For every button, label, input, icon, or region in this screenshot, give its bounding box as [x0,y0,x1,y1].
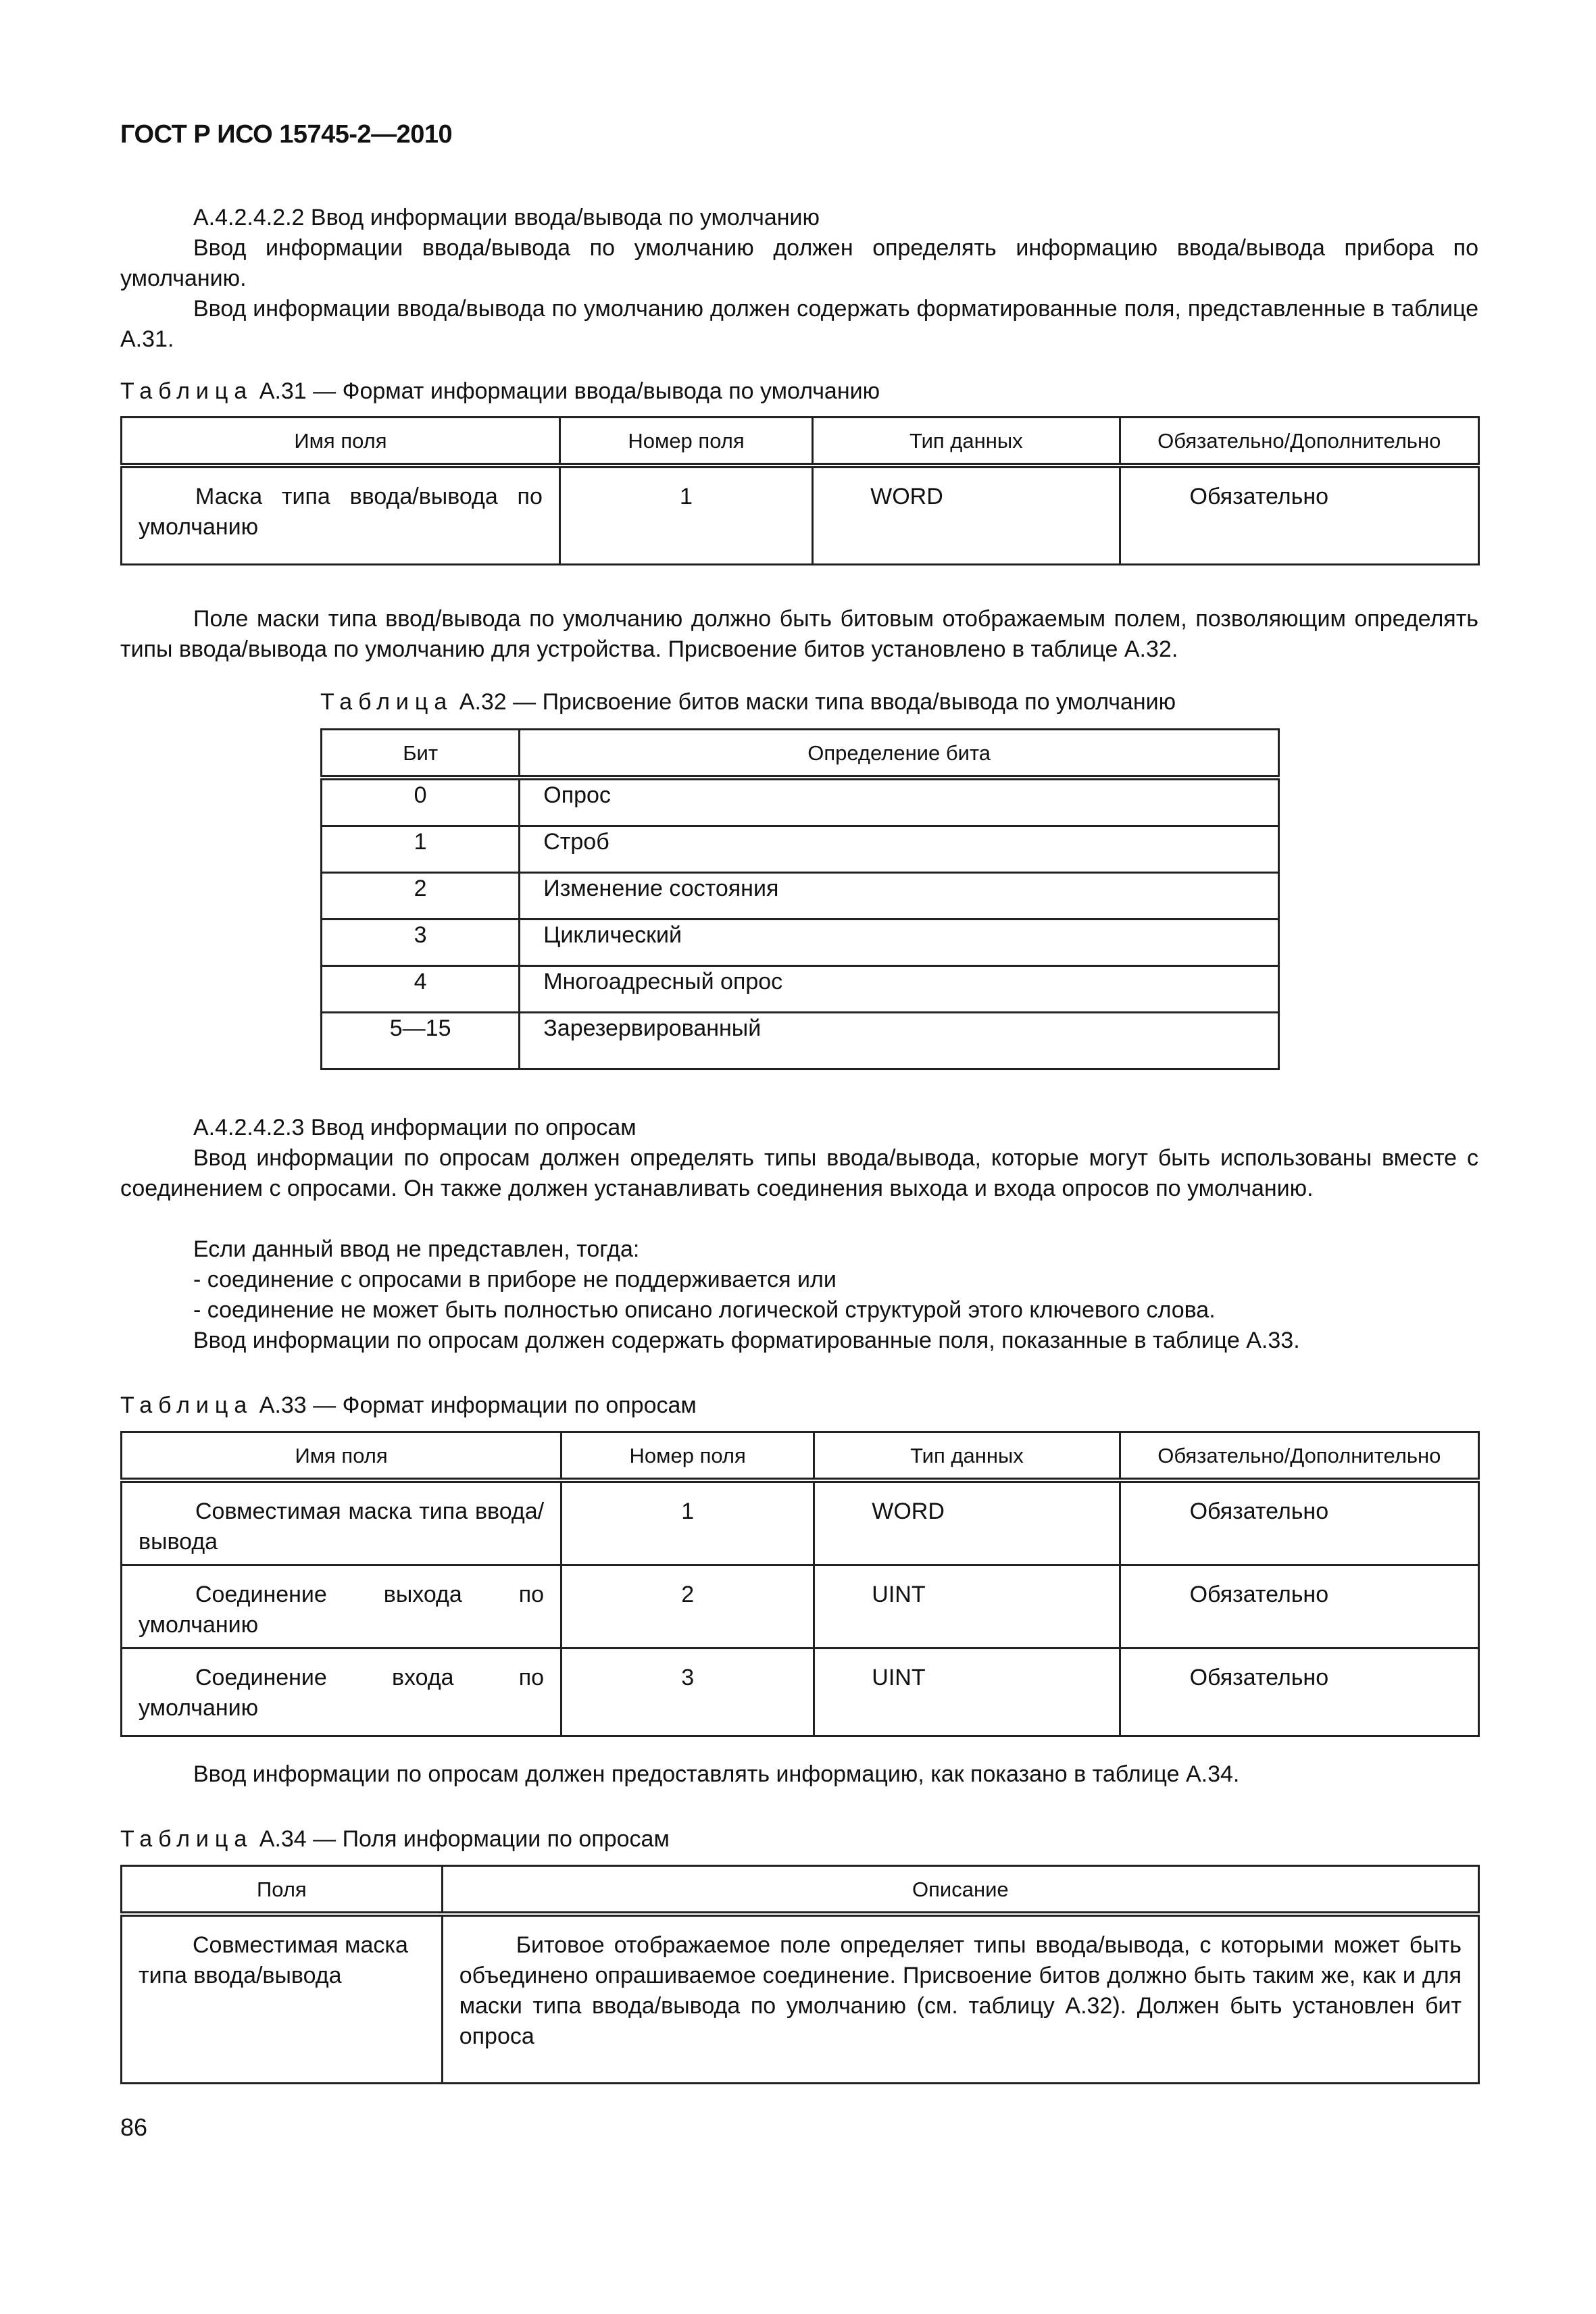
table-caption-a31 [120,376,880,407]
requirement: Обязательно [1189,1582,1329,1607]
table-a34 [120,1865,1480,2084]
table-a32 [320,728,1280,1070]
bit-definition: Зарезервированный [543,1015,762,1041]
bit-number: 1 [322,826,520,873]
data-type: UINT [872,1665,926,1690]
column-header: Бит [322,730,520,778]
table-row [322,826,1279,873]
requirement: Обязательно [1189,484,1329,509]
field-number: 1 [680,484,693,509]
column-header: Номер поля [562,1432,814,1481]
column-header: Обязательно/Дополнительно [1120,1432,1478,1481]
caption-text: А.31 — Формат информации ввода/вывода по умолчанию [259,378,880,404]
caption-label: Таблица [120,1392,253,1418]
requirement: Обязательно [1189,1499,1329,1524]
column-header: Номер поля [559,418,812,466]
data-type: UINT [872,1582,926,1607]
caption-label: Таблица [320,689,453,715]
paragraph: Ввод информации по опросам должен определять типы ввода/вывода, которые могут быть использованы вместе с соединением с опросами. Он также должен устанавливать соединения выхода и входа опросов по умолчанию. [120,1145,1478,1201]
bit-number: 4 [322,966,520,1013]
bit-number: 5—15 [322,1013,520,1070]
table-row [322,966,1279,1013]
table-row [322,873,1279,920]
section-heading-a42423: А.4.2.4.2.3 Ввод информации по опросам [193,1115,637,1140]
field-number: 2 [681,1582,695,1607]
page-number: 86 [120,2113,148,2141]
caption-text: А.34 — Поля информации по опросам [259,1826,670,1852]
list-item: - соединение с опросами в приборе не поддерживается или [193,1267,837,1292]
table-caption-a33 [120,1390,697,1421]
paragraph: Ввод информации по опросам должен содержать форматированные поля, показанные в таблице А.33. [193,1328,1300,1353]
bit-definition: Строб [543,829,609,855]
table-row [122,1480,1479,1565]
column-header: Поля [122,1866,443,1915]
column-header: Тип данных [813,418,1120,466]
data-type: WORD [870,484,943,509]
paragraph: Ввод информации по опросам должен предоставлять информацию, как показано в таблице А.34. [193,1761,1240,1787]
field-description: Битовое отображаемое поле определяет типы ввода/вывода, с которыми может быть объединено опрашиваемое соединение. Присвоение битов должно быть таким же, как и для маски типа ввода/вывода по умолчанию (см. таблицу А.32). Должен быть установлен бит опроса [459,1932,1462,2049]
list-item: - соединение не может быть полностью описано логической структурой этого ключевого слова. [193,1297,1216,1323]
table-row [322,778,1279,826]
section-heading-a42422: А.4.2.4.2.2 Ввод информации ввода/вывода по умолчанию [193,205,820,230]
bit-definition: Опрос [543,782,611,808]
table-a31 [120,416,1480,565]
table-row [122,1565,1479,1649]
field-name: Совместимая маска типа ввода/вывода [139,1499,545,1555]
field-name: Маска типа ввода/вывода по умолчанию [139,484,543,540]
paragraph: Ввод информации ввода/вывода по умолчанию должен определять информацию ввода/вывода прибора по умолчанию. [120,235,1478,291]
bit-definition: Изменение состояния [543,876,779,901]
bit-number: 3 [322,920,520,966]
caption-label: Таблица [120,378,253,404]
bit-number: 0 [322,778,520,826]
bit-number: 2 [322,873,520,920]
column-header: Описание [442,1866,1478,1915]
caption-text: А.32 — Присвоение битов маски типа ввода/вывода по умолчанию [459,689,1176,715]
table-caption-a32 [320,687,1176,718]
column-header: Обязательно/Дополнительно [1120,418,1479,466]
caption-text: А.33 — Формат информации по опросам [259,1392,697,1418]
table-row [122,466,1479,564]
data-type: WORD [872,1499,945,1524]
field-name: Совместимая маска типа ввода/вывода [139,1932,408,1988]
table-row [122,1649,1479,1736]
paragraph: Поле маски типа ввод/вывода по умолчанию должно быть битовым отображаемым полем, позволяющим определять типы ввода/вывода по умолчанию для устройства. Присвоение битов установлено в таблице А.32. [120,606,1478,662]
column-header: Имя поля [122,418,560,466]
table-a33 [120,1431,1480,1737]
field-number: 1 [681,1499,695,1524]
field-number: 3 [681,1665,695,1690]
paragraph: Если данный ввод не представлен, тогда: [193,1236,640,1262]
field-name: Соединение выхода по умолчанию [139,1582,545,1638]
column-header: Определение бита [520,730,1279,778]
bit-definition: Многоадресный опрос [543,969,783,995]
table-row [322,920,1279,966]
paragraph: Ввод информации ввода/вывода по умолчанию должен содержать форматированные поля, представленные в таблице А.31. [120,296,1478,352]
field-name: Соединение входа по умолчанию [139,1665,545,1721]
column-header: Имя поля [122,1432,562,1481]
caption-label: Таблица [120,1826,253,1852]
bit-definition: Циклический [543,922,682,948]
table-caption-a34 [120,1824,670,1855]
column-header: Тип данных [814,1432,1120,1481]
document-id: ГОСТ Р ИСО 15745-2—2010 [120,120,453,149]
table-row [322,1013,1279,1070]
requirement: Обязательно [1189,1665,1329,1690]
table-row [122,1914,1479,2083]
